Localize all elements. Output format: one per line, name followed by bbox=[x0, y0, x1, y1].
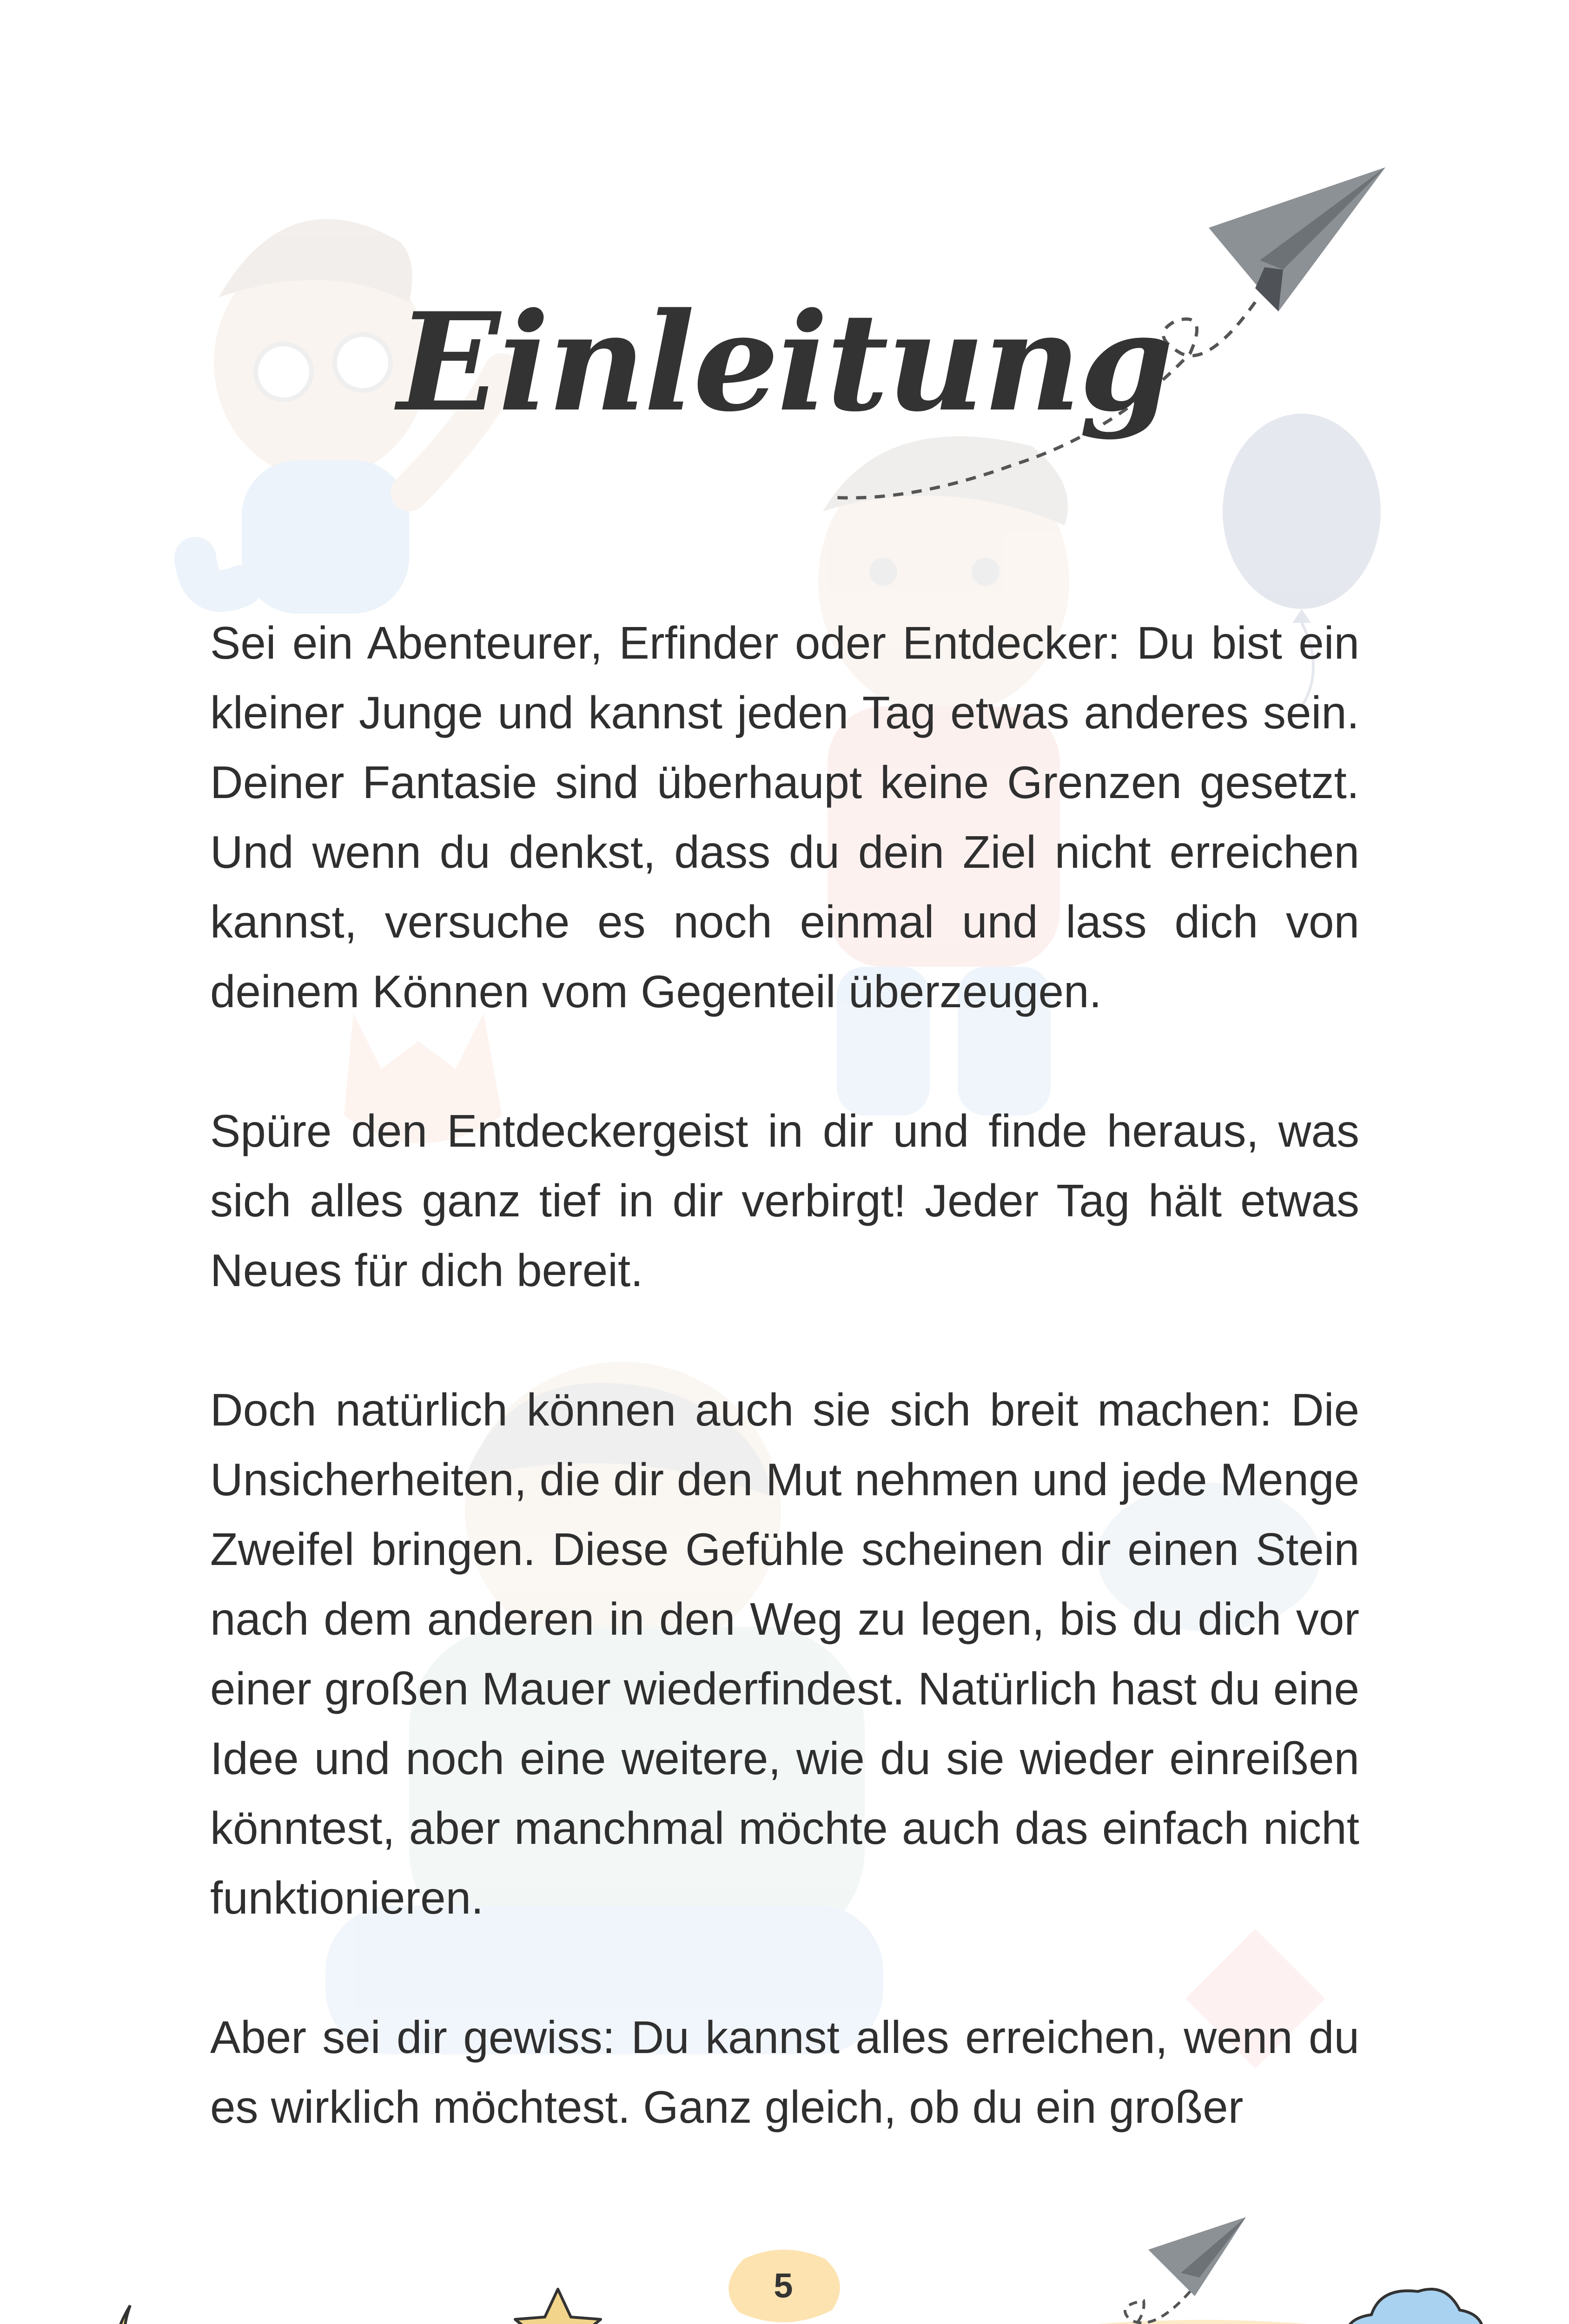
paragraph-1: Sei ein Abenteurer, Erfinder oder Entdecker: Du bist ein kleiner Junge und kannst jeden Tag etwas anderes sein. Deiner Fantasie sind überhaupt keine Grenzen gesetzt. Und wenn du denkst, dass du dein Ziel nicht erreichen kannst, versuche es noch einmal und lass dich von deinem Können vom Gegenteil überzeugen. bbox=[210, 617, 1359, 1017]
paper-plane-small-icon bbox=[948, 2217, 1246, 2324]
moon-icon bbox=[114, 2305, 218, 2324]
body-text bbox=[210, 608, 1359, 2212]
paragraph-3: Doch natürlich können auch sie sich breit machen: Die Unsicherheiten, die dir den Mut nehmen und jede Menge Zweifel bringen. Diese Gefühle scheinen dir einen Stein nach dem anderen in den Weg zu legen, bis du dich vor einer großen Mauer wiederfindest. Natürlich hast du eine Idee und noch eine weitere, wie du sie wieder einreißen könntest, aber manchmal möchte auch das einfach nicht funktionieren. bbox=[210, 1384, 1359, 1923]
cloud-icon bbox=[1346, 2289, 1484, 2324]
page-title: Einleitung bbox=[397, 284, 1172, 442]
paragraph-2: Spüre den Entdeckergeist in dir und finde heraus, was sich alles ganz tief in dir verbirgt! Jeder Tag hält etwas Neues für dich bereit. bbox=[210, 1105, 1359, 1296]
page-number: 5 bbox=[774, 2266, 793, 2305]
paragraph-4: Aber sei dir gewiss: Du kannst alles erreichen, wenn du es wirklich möchtest. Ganz gleich, ob du ein großer bbox=[210, 2012, 1359, 2133]
star-icon bbox=[515, 2289, 601, 2324]
